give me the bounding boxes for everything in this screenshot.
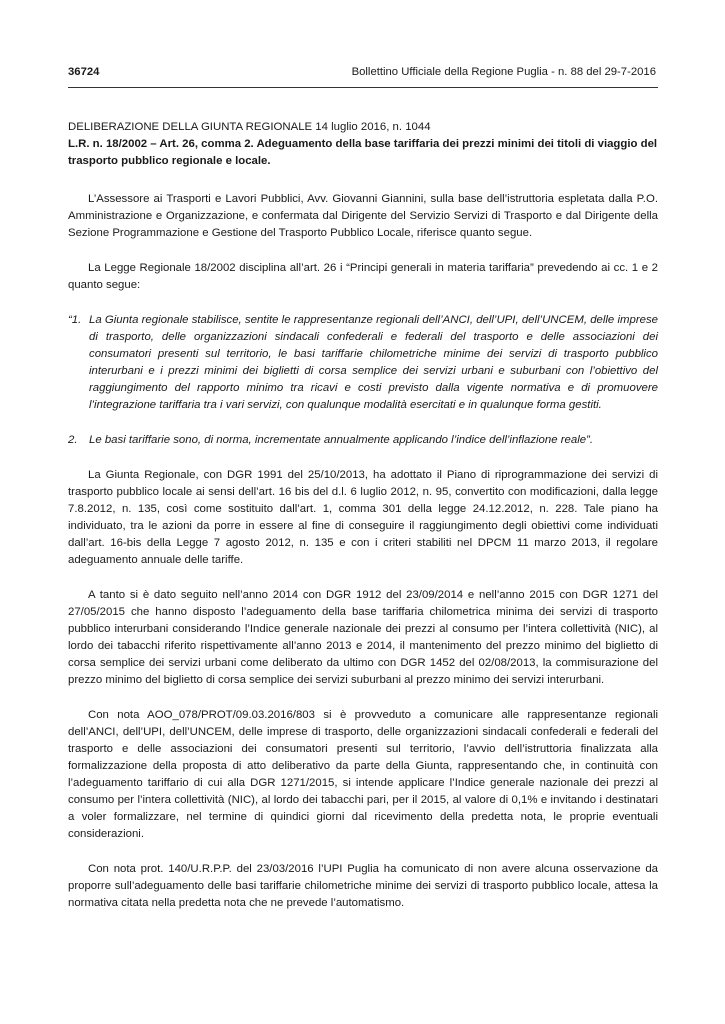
page-header bbox=[68, 66, 658, 86]
publication-title: Bollettino Ufficiale della Regione Puglia - n. 88 del 29-7-2016 bbox=[351, 66, 656, 78]
paragraph-1: L’Assessore ai Trasporti e Lavori Pubblici, Avv. Giovanni Giannini, sulla base dell’istruttoria espletata dalla P.O. Amministrazione e Organizzazione, e confermata dal Dirigente del Servizio Servizi di Trasporto e dal Dirigente della Sezione Programmazione e Gestione del Trasporto Pubblico Locale, riferisce quanto segue. bbox=[68, 193, 658, 239]
deliberation-subject: L.R. n. 18/2002 – Art. 26, comma 2. Adeguamento della base tariffaria dei prezzi minimi dei titoli di viaggio del trasporto pubblico regionale e locale. bbox=[68, 138, 658, 167]
header-divider bbox=[68, 87, 658, 88]
paragraph-3: La Giunta Regionale, con DGR 1991 del 25/10/2013, ha adottato il Piano di riprogrammazione dei servizi di trasporto pubblico locale ai sensi dell’art. 16 bis del d.l. 6 luglio 2012, n. 95, convertito con modificazioni, dalla legge 7.8.2012, n. 135, così come sostituito dall’art. 1, comma 301 della legge 24.12.2012, n. 228. Tale piano ha individuato, tra le azioni da porre in essere al fine di conseguire il raggiungimento degli obiettivi come individuati dall’art. 16-bis della Legge 7 agosto 2012, n. 135 e con i criteri stabiliti nel DPCM 11 marzo 2013, il regolare adeguamento annuale delle tariffe. bbox=[68, 469, 658, 566]
paragraph-5: Con nota AOO_078/PROT/09.03.2016/803 si è provveduto a comunicare alle rappresentanze regionali dell’ANCI, dell’UPI, dell’UNCEM, delle imprese di trasporto, delle organizzazioni sindacali confederali e federali del trasporto e delle associazioni dei consumatori presenti sul territorio, l’avvio dell’istruttoria finalizzata alla formalizzazione della proposta di atto deliberativo da parte della Giunta, rappresentando che, in continuità con l’adeguamento tariffario di cui alla DGR 1271/2015, si intende applicare l’Indice generale nazionale dei prezzi al consumo per l’intera collettività (NIC), al lordo dei tabacchi pari, per il 2015, al valore di 0,1% e invitando i destinatari a voler formalizzare, nel termine di quindici giorni dal ricevimento della predetta nota, le proprie eventuali considerazioni. bbox=[68, 709, 658, 840]
paragraph-2: La Legge Regionale 18/2002 disciplina all’art. 26 i “Principi generali in materia tariffaria” prevedendo ai cc. 1 e 2 quanto segue: bbox=[68, 262, 658, 291]
paragraph-6: Con nota prot. 140/U.R.P.P. del 23/03/2016 l’UPI Puglia ha comunicato di non avere alcuna osservazione da proporre sull’adeguamento delle basi tariffarie chilometriche minime dei servizi di trasporto pubblico locale, attesa la normativa citata nella predetta nota che ne prevede l’automatismo. bbox=[68, 863, 658, 909]
deliberation-heading: DELIBERAZIONE DELLA GIUNTA REGIONALE 14 luglio 2016, n. 1044 bbox=[68, 121, 431, 133]
paragraph-4: A tanto si è dato seguito nell’anno 2014 con DGR 1912 del 23/09/2014 e nell’anno 2015 con DGR 1271 del 27/05/2015 che hanno disposto l’adeguamento della base tariffaria chilometrica minima dei servizi di trasporto pubblico interurbani considerando l’Indice generale nazionale dei prezzi al consumo per l’intera collettività (NIC), al lordo dei tabacchi riferito rispettivamente all’anno 2013 e 2014, il mantenimento del prezzo minimo del biglietto di corsa semplice dei servizi urbani come deliberato da ultimo con DGR 1452 del 02/08/2013, la commisurazione del prezzo minimo del biglietto di corsa semplice dei servizi suburbani al prezzo minimo dei servizi interurbani. bbox=[68, 589, 658, 686]
quote-item-text: La Giunta regionale stabilisce, sentite le rappresentanze regionali dell’ANCI, dell’UPI, dell’UNCEM, delle imprese di trasporto, delle organizzazioni sindacali confederali e federali del trasporto e delle associazioni dei consumatori presenti sul territorio, le basi tariffarie chilometriche minime dei servizi di trasporto pubblico interurbani e i prezzi minimi dei biglietti di corsa semplice dei servizi urbani e suburbani con l’obiettivo del raggiungimento del rapporto minimo tra ricavi e costi previsto dalla vigente normativa e di promuovere l’integrazione tariffaria tra i vari servizi, con qualunque modalità esercitati e in qualunque forma gestiti. bbox=[89, 314, 658, 411]
quote-item-2 bbox=[68, 432, 658, 449]
quote-item-number: “1. bbox=[68, 314, 82, 326]
law-quote bbox=[68, 312, 658, 449]
quote-item-number: 2. bbox=[68, 434, 78, 446]
deliberation-title bbox=[68, 119, 658, 170]
page-number: 36724 bbox=[68, 66, 100, 78]
document-page bbox=[68, 66, 658, 912]
quote-item-text: Le basi tariffarie sono, di norma, incrementate annualmente applicando l’indice dell’inflazione reale”. bbox=[89, 434, 594, 446]
quote-item-1 bbox=[68, 312, 658, 414]
